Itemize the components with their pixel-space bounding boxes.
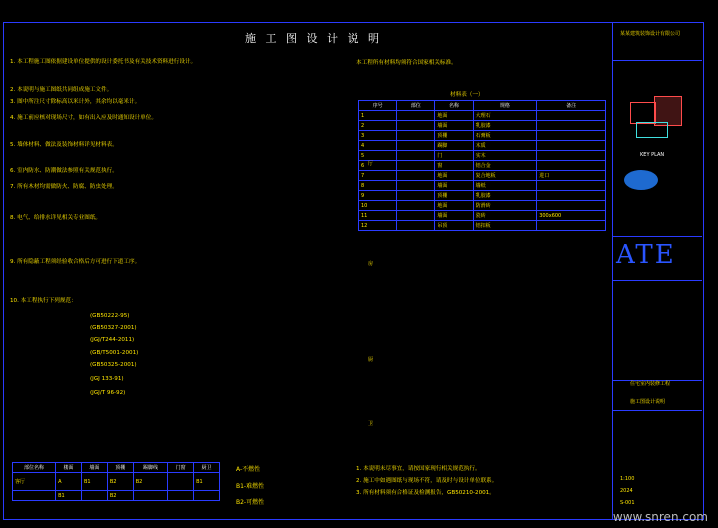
table-cell bbox=[537, 191, 606, 201]
table-row bbox=[359, 131, 606, 141]
table-cell: 墙面 bbox=[435, 121, 473, 131]
table-row bbox=[359, 201, 606, 211]
key-plan-diagram bbox=[628, 96, 684, 140]
col-header: 墙面 bbox=[81, 463, 107, 473]
project-name: 住宅室内装修工程 bbox=[630, 381, 671, 387]
table-cell bbox=[133, 491, 167, 501]
table-cell bbox=[537, 111, 606, 121]
table-cell bbox=[81, 491, 107, 501]
note-line: 4. 施工前应核对现场尺寸，如有出入应及时通知设计单位。 bbox=[10, 115, 157, 121]
table-cell: 10 bbox=[359, 201, 397, 211]
table-row bbox=[359, 161, 606, 171]
table-cell: 9 bbox=[359, 191, 397, 201]
table-cell: 地面 bbox=[435, 111, 473, 121]
table-cell: 实木 bbox=[473, 151, 537, 161]
table-cell bbox=[397, 221, 435, 231]
table-cell bbox=[397, 141, 435, 151]
table-cell: 5 bbox=[359, 151, 397, 161]
col-header: 备注 bbox=[537, 101, 606, 111]
table-cell: 墙纸 bbox=[473, 181, 537, 191]
tb-divider bbox=[612, 60, 702, 61]
table-row bbox=[359, 181, 606, 191]
table-cell: 吊顶 bbox=[435, 221, 473, 231]
fire-rating-table bbox=[12, 462, 220, 501]
table-cell: B2 bbox=[107, 491, 133, 501]
table-cell bbox=[537, 141, 606, 151]
bottom-note: 2. 施工中如遇图纸与现场不符，请及时与设计单位联系。 bbox=[356, 478, 498, 484]
standard-item: (GB50325-2001) bbox=[90, 362, 137, 368]
table-cell: 铝扣板 bbox=[473, 221, 537, 231]
table-row bbox=[359, 211, 606, 221]
table-cell bbox=[537, 161, 606, 171]
legend-item: B2-可燃性 bbox=[236, 499, 265, 506]
table-cell: B1 bbox=[194, 473, 220, 491]
table-cell: 8 bbox=[359, 181, 397, 191]
brand-mark: ATE bbox=[616, 240, 676, 270]
table-row bbox=[359, 111, 606, 121]
table-cell: 乳胶漆 bbox=[473, 121, 537, 131]
table-cell bbox=[397, 121, 435, 131]
table-cell bbox=[397, 211, 435, 221]
note-line: 1. 本工程施工图依据建设单位提供的设计委托书及有关技术资料进行设计。 bbox=[10, 59, 197, 65]
table-row bbox=[359, 151, 606, 161]
material-table-caption: 材料表（一） bbox=[450, 92, 484, 98]
table-cell: 300x600 bbox=[537, 211, 606, 221]
table-cell: 11 bbox=[359, 211, 397, 221]
table-cell: 4 bbox=[359, 141, 397, 151]
table-cell: 窗 bbox=[435, 161, 473, 171]
key-plan-label: KEY PLAN bbox=[640, 152, 665, 158]
table-cell bbox=[397, 151, 435, 161]
table-cell bbox=[397, 171, 435, 181]
table-cell: B1 bbox=[56, 491, 82, 501]
table-cell bbox=[194, 491, 220, 501]
table-cell bbox=[397, 181, 435, 191]
sheet-number: S-001 bbox=[620, 500, 635, 506]
table-cell: B1 bbox=[81, 473, 107, 491]
table-cell: 3 bbox=[359, 131, 397, 141]
table-cell bbox=[537, 131, 606, 141]
company-header: 某某建筑装饰设计有限公司 bbox=[620, 31, 681, 37]
note-line: 7. 所有木材均需做防火、防腐、防虫处理。 bbox=[10, 184, 118, 190]
legend-item: B1-难燃性 bbox=[236, 483, 265, 490]
note-line: 6. 室内防水、防潮做法参照有关规范执行。 bbox=[10, 168, 118, 174]
col-header: 名称 bbox=[435, 101, 473, 111]
table-cell: 石膏板 bbox=[473, 131, 537, 141]
table-row bbox=[359, 191, 606, 201]
table-cell: 复合地板 bbox=[473, 171, 537, 181]
table-cell: 地面 bbox=[435, 171, 473, 181]
table-cell: 2 bbox=[359, 121, 397, 131]
standard-item: (JGJ/T 96-92) bbox=[90, 390, 126, 396]
drawing-title: 施 工 图 设 计 说 明 bbox=[245, 32, 382, 45]
bottom-note: 3. 所有材料须有合格证及检测报告，GB50210-2001。 bbox=[356, 490, 495, 496]
col-header: 踢脚线 bbox=[133, 463, 167, 473]
table-cell: 顶棚 bbox=[435, 131, 473, 141]
table-cell bbox=[537, 151, 606, 161]
table-cell bbox=[397, 201, 435, 211]
table-row bbox=[13, 473, 220, 491]
watermark: www.snren.com bbox=[612, 510, 708, 524]
col-header: 序号 bbox=[359, 101, 397, 111]
table-cell: 进口 bbox=[537, 171, 606, 181]
note-line: 8. 电气、给排水详见相关专业图纸。 bbox=[10, 215, 102, 221]
table-row bbox=[359, 221, 606, 231]
standard-item: (JGJ/T244-2011) bbox=[90, 337, 135, 343]
table-cell: 瓷砖 bbox=[473, 211, 537, 221]
standard-item: (GB50222-95) bbox=[90, 313, 130, 319]
table-cell: 顶棚 bbox=[435, 191, 473, 201]
table-cell bbox=[537, 201, 606, 211]
col-header: 楼面 bbox=[56, 463, 82, 473]
tb-divider bbox=[612, 236, 702, 237]
table-cell: 1 bbox=[359, 111, 397, 121]
table-cell: 门 bbox=[435, 151, 473, 161]
note-line: 2. 本说明与施工图纸共同组成施工文件。 bbox=[10, 87, 113, 93]
table-row bbox=[359, 141, 606, 151]
table-cell bbox=[537, 121, 606, 131]
table-cell: 12 bbox=[359, 221, 397, 231]
note-line: 9. 所有隐蔽工程须经验收合格后方可进行下道工序。 bbox=[10, 259, 141, 265]
col-header: 门窗 bbox=[168, 463, 194, 473]
table-cell bbox=[168, 473, 194, 491]
table-cell: 木质 bbox=[473, 141, 537, 151]
standard-item: (GB50327-2001) bbox=[90, 325, 137, 331]
table-cell: 墙面 bbox=[435, 211, 473, 221]
date-value: 2024 bbox=[620, 488, 633, 494]
table-cell bbox=[397, 191, 435, 201]
scale-value: 1:100 bbox=[620, 476, 635, 482]
note-line: 3. 图中所注尺寸除标高以米计外，其余均以毫米计。 bbox=[10, 99, 141, 105]
note-line: 10. 本工程执行下列规范： bbox=[10, 298, 77, 304]
table-cell: B2 bbox=[133, 473, 167, 491]
standard-item: (GB/T5001-2001) bbox=[90, 350, 139, 356]
group-label: 厨 bbox=[368, 357, 374, 363]
table-cell: 铝合金 bbox=[473, 161, 537, 171]
group-label: 房 bbox=[368, 261, 374, 267]
note-right: 本工程所有材料均须符合国家相关标准。 bbox=[356, 60, 457, 66]
note-line: 5. 墙体材料、做法及装饰材料详见材料表。 bbox=[10, 142, 118, 148]
group-label: 厅 bbox=[368, 161, 374, 167]
table-cell: 6 bbox=[359, 161, 397, 171]
col-header: 部位名称 bbox=[13, 463, 56, 473]
material-table bbox=[358, 100, 606, 231]
table-cell: 墙面 bbox=[435, 181, 473, 191]
table-header-row bbox=[13, 463, 220, 473]
table-cell: 防滑砖 bbox=[473, 201, 537, 211]
col-header: 厨卫 bbox=[194, 463, 220, 473]
table-cell bbox=[397, 161, 435, 171]
legend-item: A-不燃性 bbox=[236, 466, 261, 473]
table-row bbox=[359, 121, 606, 131]
table-cell: 乳胶漆 bbox=[473, 191, 537, 201]
table-cell: 客厅 bbox=[13, 473, 56, 491]
table-cell: A bbox=[56, 473, 82, 491]
table-cell bbox=[397, 131, 435, 141]
table-cell: 地面 bbox=[435, 201, 473, 211]
col-header: 部位 bbox=[397, 101, 435, 111]
table-cell bbox=[168, 491, 194, 501]
tb-divider bbox=[612, 410, 702, 411]
company-logo bbox=[624, 170, 658, 190]
tb-divider bbox=[612, 280, 702, 281]
table-cell: 大理石 bbox=[473, 111, 537, 121]
table-cell bbox=[537, 181, 606, 191]
col-header: 顶棚 bbox=[107, 463, 133, 473]
table-row bbox=[359, 171, 606, 181]
table-cell: 7 bbox=[359, 171, 397, 181]
col-header: 规格 bbox=[473, 101, 537, 111]
bottom-note: 1. 本说明未尽事宜，请按国家现行相关规范执行。 bbox=[356, 466, 481, 472]
group-label: 卫 bbox=[368, 421, 374, 427]
table-cell: 踢脚 bbox=[435, 141, 473, 151]
table-cell bbox=[13, 491, 56, 501]
table-cell bbox=[537, 221, 606, 231]
drawing-name: 施工图设计说明 bbox=[630, 399, 666, 405]
table-header-row bbox=[359, 101, 606, 111]
standard-item: (JGJ 133-91) bbox=[90, 376, 124, 382]
table-row bbox=[13, 491, 220, 501]
table-cell: B2 bbox=[107, 473, 133, 491]
table-cell bbox=[397, 111, 435, 121]
